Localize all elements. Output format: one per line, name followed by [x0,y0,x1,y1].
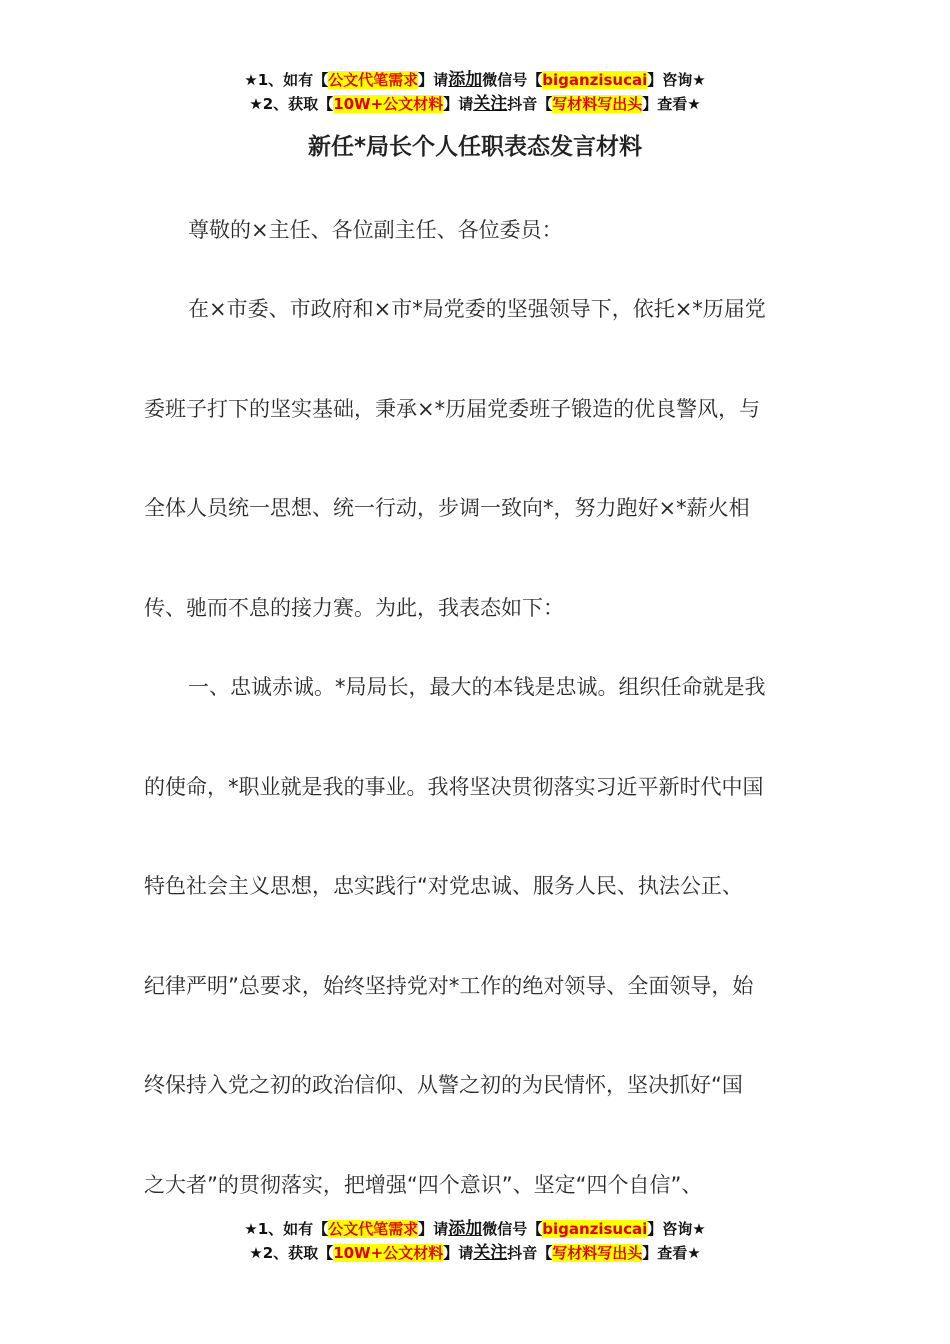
banner-underlined: 添加 [448,70,483,90]
banner-highlight: biganzisucai [542,1220,648,1238]
banner-line-2 [0,1241,950,1265]
banner-text: 】请 [418,1220,449,1238]
banner-underlined: 关注 [473,94,508,114]
banner-underlined: 关注 [473,1243,508,1263]
body-line: 终保持入党之初的政治信仰、从警之初的为民情怀，坚决抓好“国 [144,1073,743,1097]
body-line: 的使命，*职业就是我的事业。我将坚决贯彻落实习近平新时代中国 [144,775,764,799]
banner-highlight: 写材料写出头 [552,95,643,113]
banner-underlined: 添加 [448,1219,483,1239]
banner-highlight: 公文代笔需求 [328,71,419,89]
banner-text: ★1、如有【 [244,1220,329,1238]
body-line: 一、忠诚赤诚。*局局长，最大的本钱是忠诚。组织任命就是我 [188,675,766,699]
banner-text: ★1、如有【 [244,71,329,89]
banner-line-1 [0,1217,950,1241]
banner-text: 抖音【 [507,95,553,113]
body-line: 传、驰而不息的接力赛。为此，我表态如下： [144,596,564,620]
document-title: 新任*局长个人任职表态发言材料 [307,134,643,160]
body-line: 纪律严明”总要求，始终坚持党对*工作的绝对领导、全面领导，始 [144,974,754,998]
salutation-line: 尊敬的×主任、各位副主任、各位委员： [188,218,563,242]
header-banner [0,68,950,116]
banner-highlight: 写材料写出头 [552,1244,643,1262]
banner-highlight: 公文代笔需求 [328,1220,419,1238]
body-line: 特色社会主义思想，忠实践行“对党忠诚、服务人民、执法公正、 [144,874,743,898]
body-line: 在×市委、市政府和×市*局党委的坚强领导下，依托×*历届党 [188,297,766,321]
footer-banner [0,1217,950,1265]
banner-text: 】咨询★ [647,71,706,89]
banner-text: ★2、获取【 [249,95,334,113]
body-line: 全体人员统一思想、统一行动，步调一致向*，努力跑好×*薪火相 [144,496,750,520]
body-line: 委班子打下的坚实基础，秉承×*历届党委班子锻造的优良警风，与 [144,397,761,421]
banner-text: 】查看★ [642,95,701,113]
banner-text: 】查看★ [642,1244,701,1262]
banner-highlight: 10W+公文材料 [333,1244,444,1262]
banner-text: ★2、获取【 [249,1244,334,1262]
banner-highlight: biganzisucai [542,71,648,89]
banner-text: 】请 [418,71,449,89]
banner-line-1 [0,68,950,92]
banner-text: 微信号【 [482,1220,543,1238]
body-line: 之大者”的贯彻落实，把增强“四个意识”、坚定“四个自信”、 [144,1173,703,1197]
banner-text: 】请 [443,1244,474,1262]
banner-text: 】请 [443,95,474,113]
banner-text: 】咨询★ [647,1220,706,1238]
banner-line-2 [0,92,950,116]
banner-highlight: 10W+公文材料 [333,95,444,113]
banner-text: 微信号【 [482,71,543,89]
banner-text: 抖音【 [507,1244,553,1262]
